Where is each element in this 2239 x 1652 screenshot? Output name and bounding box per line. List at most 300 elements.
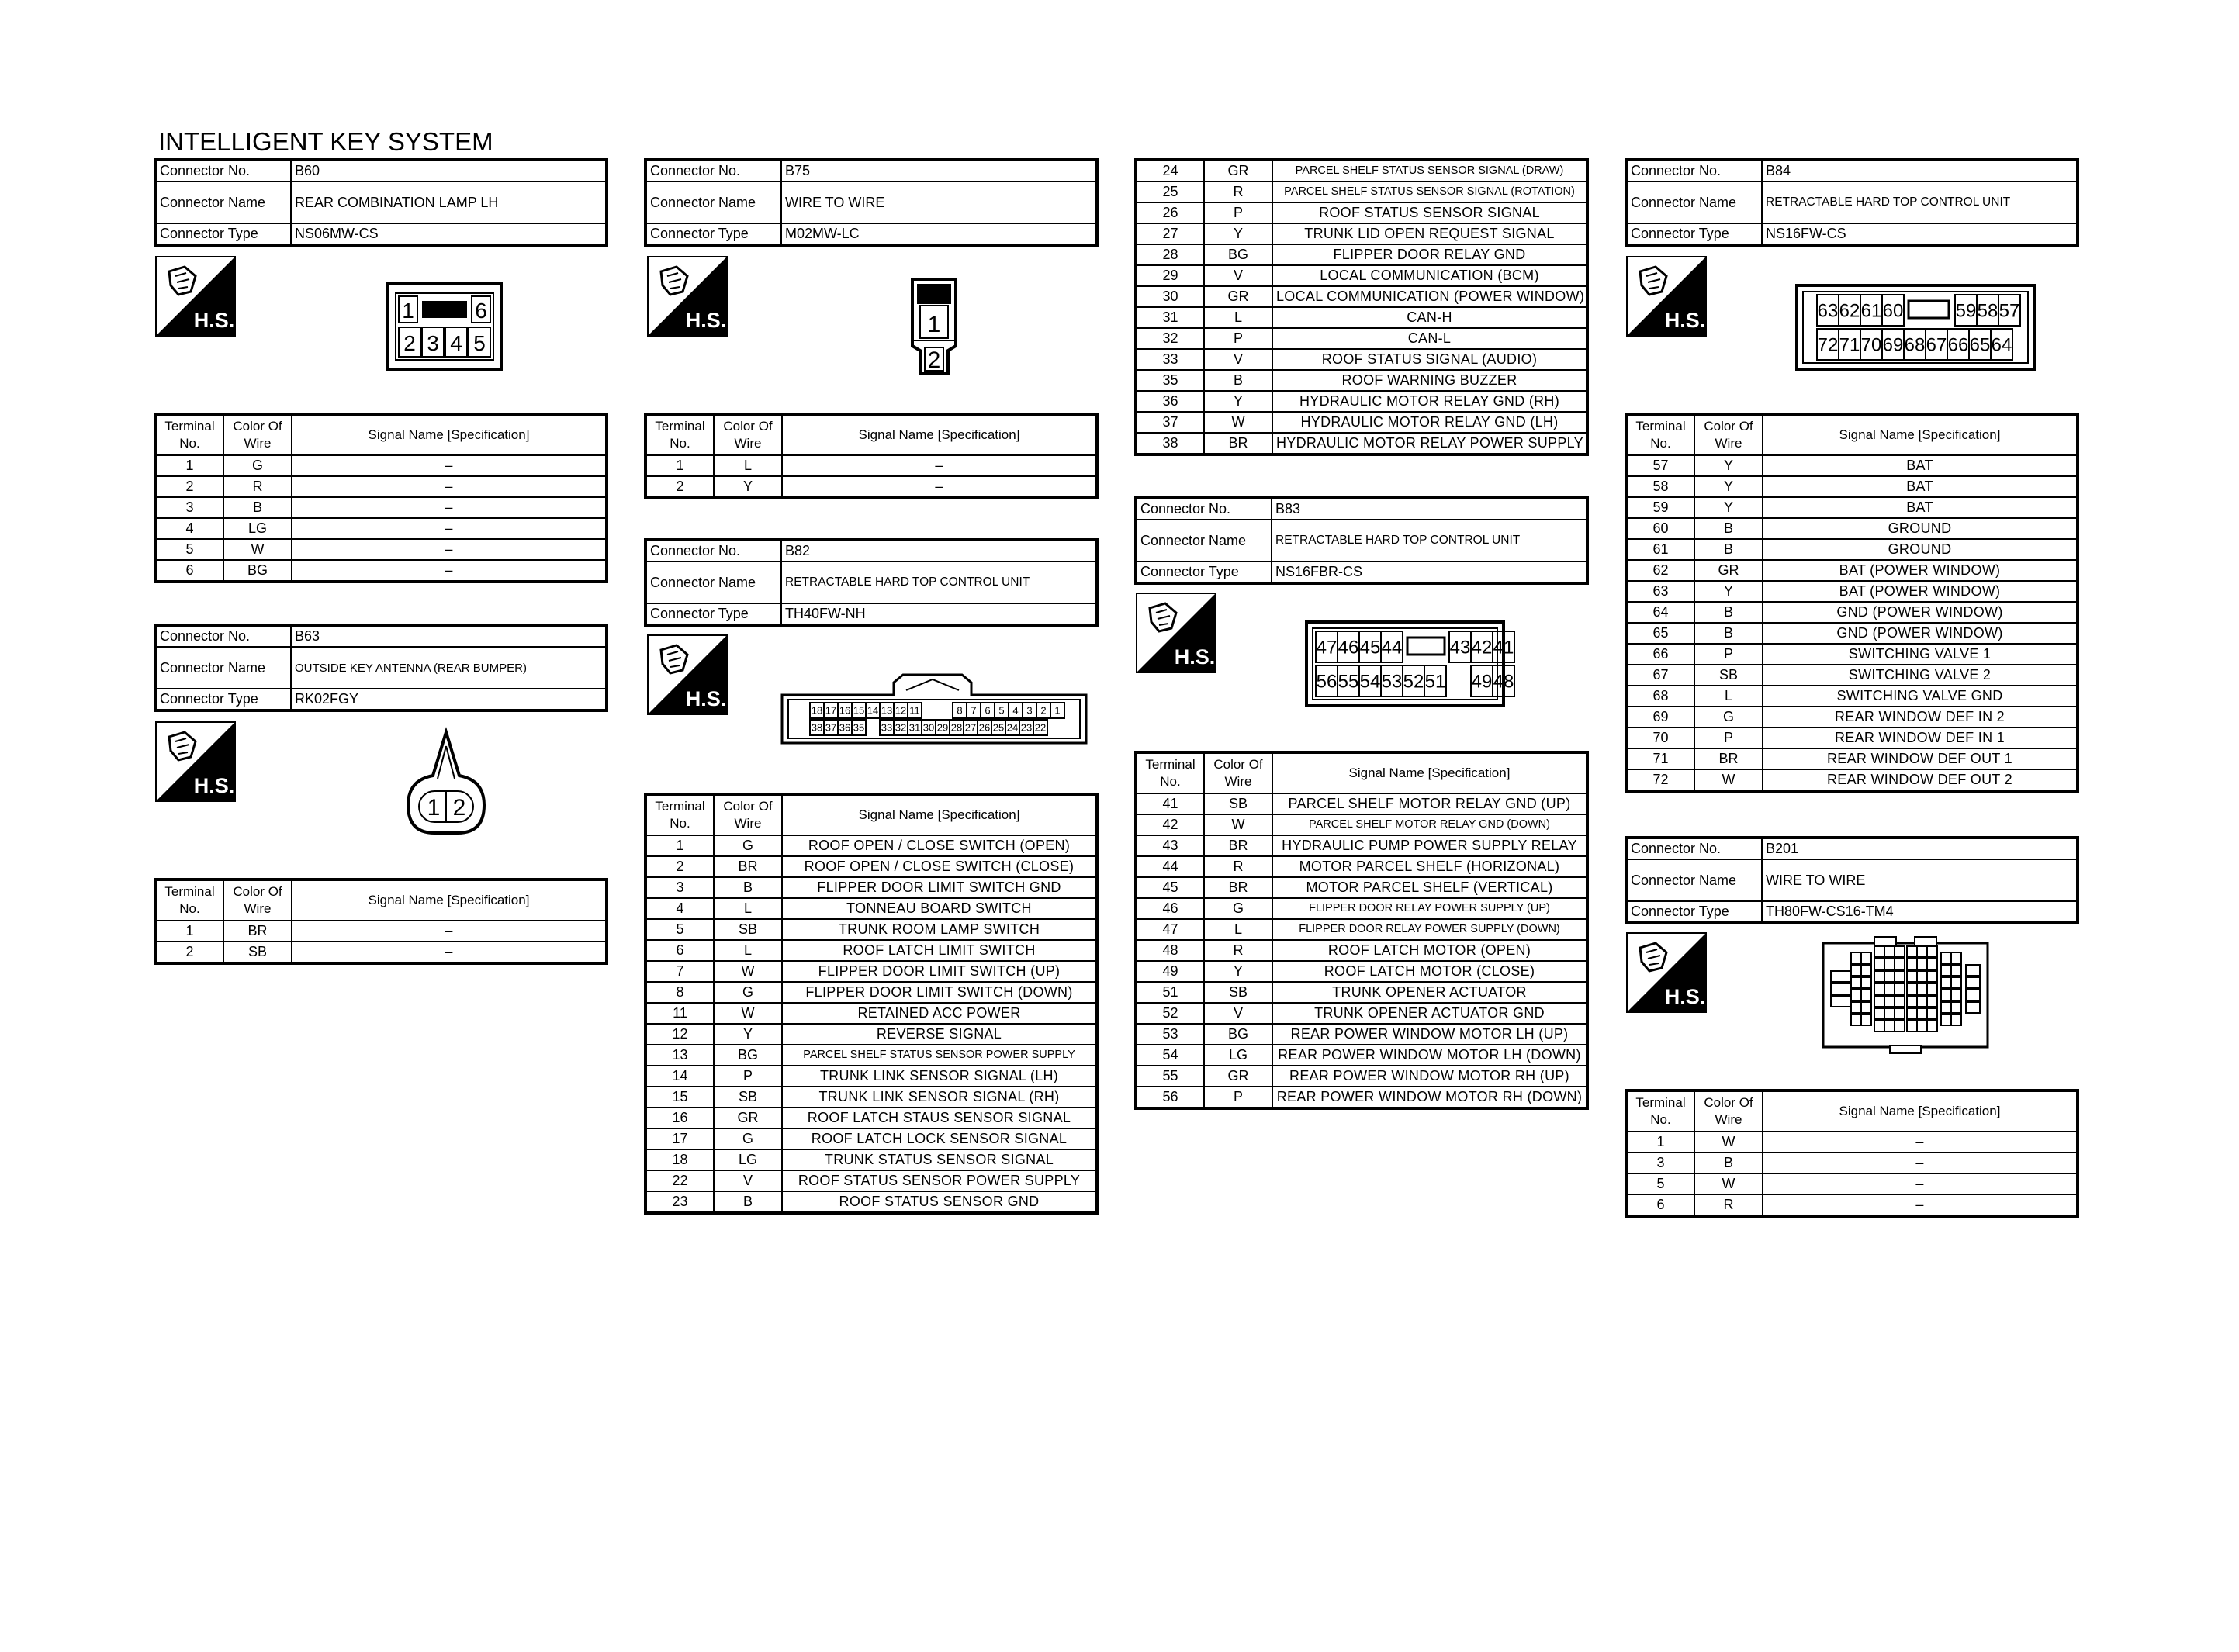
terminal-no-cell: 62 [1626, 560, 1694, 581]
connector-b84 [1625, 158, 2079, 247]
wire-color-cell: P [1204, 1087, 1272, 1108]
terminal-no-cell: 71 [1626, 748, 1694, 769]
connector-type-value: RK02FGY [291, 689, 607, 710]
connector-name-value: RETRACTABLE HARD TOP CONTROL UNIT [1272, 520, 1587, 562]
terminal-no-cell: 44 [1136, 856, 1204, 877]
pin-table-wrap-b82-cont [1134, 158, 1589, 456]
label-connector-name: Connector Name [645, 181, 781, 223]
col-signal: Signal Name [Specification] [292, 414, 607, 455]
col-terminal: Terminal No. [645, 414, 714, 455]
terminal-no-cell: 1 [155, 921, 223, 942]
label-connector-type: Connector Type [1626, 901, 1762, 923]
table-row [1136, 835, 1587, 856]
table-row [645, 835, 1097, 856]
connector-name-value: RETRACTABLE HARD TOP CONTROL UNIT [781, 562, 1097, 603]
pin-table-b75 [644, 413, 1099, 499]
signal-name-cell: TRUNK OPENER ACTUATOR GND [1272, 1003, 1587, 1024]
pin-table-b60 [154, 413, 608, 583]
connector-no-value: B60 [291, 160, 607, 181]
signal-name-cell: REAR POWER WINDOW MOTOR LH (DOWN) [1272, 1045, 1587, 1066]
wire-color-cell: L [1204, 307, 1272, 328]
table-row [1136, 202, 1587, 223]
table-row [1136, 265, 1587, 286]
pin-label: 67 [1926, 334, 1947, 356]
pin-label: 46 [1338, 637, 1359, 658]
wire-color-cell: Y [714, 476, 782, 498]
signal-name-cell: BAT (POWER WINDOW) [1763, 560, 2078, 581]
connector-header-b201 [1625, 836, 2079, 924]
wire-color-cell: W [1204, 814, 1272, 835]
signal-name-cell: SWITCHING VALVE 1 [1763, 644, 2078, 665]
signal-name-cell: – [292, 518, 607, 539]
pin-table-b63 [154, 878, 608, 965]
terminal-no-cell: 27 [1136, 223, 1204, 244]
connector-type-value: NS16FW-CS [1762, 223, 2078, 245]
signal-name-cell: TRUNK LINK SENSOR SIGNAL (RH) [782, 1087, 1097, 1108]
connector-face-b201 [1820, 935, 1991, 1055]
signal-name-cell: GND (POWER WINDOW) [1763, 623, 2078, 644]
terminal-no-cell: 36 [1136, 391, 1204, 412]
table-row [645, 1191, 1097, 1213]
terminal-no-cell: 14 [645, 1066, 714, 1087]
table-row [1136, 181, 1587, 202]
pin-label: 5 [473, 331, 486, 355]
table-row [1136, 940, 1587, 961]
terminal-no-cell: 6 [645, 940, 714, 961]
pin-table-wrap-b201 [1625, 1089, 2079, 1218]
connector-header-b60 [154, 158, 608, 247]
pin-label: 6 [475, 299, 487, 323]
pin-table-wrap-b63 [154, 878, 608, 965]
signal-name-cell: TRUNK OPENER ACTUATOR [1272, 982, 1587, 1003]
connector-harness-side-icon [1626, 932, 1707, 1013]
pin-table-wrap-b60 [154, 413, 608, 583]
wire-color-cell: Y [1694, 497, 1763, 518]
terminal-no-cell: 6 [1626, 1194, 1694, 1216]
signal-name-cell: – [1763, 1153, 2078, 1173]
label-connector-type: Connector Type [155, 689, 291, 710]
pin-label: 72 [1817, 334, 1839, 356]
signal-name-cell: – [782, 476, 1097, 498]
terminal-no-cell: 41 [1136, 793, 1204, 814]
wire-color-cell: V [1204, 1003, 1272, 1024]
wire-color-cell: R [1204, 856, 1272, 877]
wire-color-cell: SB [1204, 793, 1272, 814]
pin-label: 15 [853, 704, 865, 717]
table-row [645, 982, 1097, 1003]
table-row [1626, 497, 2078, 518]
pin-label: 55 [1338, 671, 1359, 693]
pin-label: 66 [1947, 334, 1969, 356]
pin-label: 45 [1359, 637, 1381, 658]
table-row [1136, 1003, 1587, 1024]
table-row [1626, 748, 2078, 769]
pin-label: 26 [978, 721, 991, 734]
label-connector-no: Connector No. [1626, 838, 1762, 859]
terminal-no-cell: 13 [645, 1045, 714, 1066]
wire-color-cell: BR [1204, 877, 1272, 898]
pin-label: 61 [1860, 300, 1882, 322]
connector-b82 [644, 538, 1099, 627]
label-connector-no: Connector No. [155, 160, 291, 181]
terminal-no-cell: 72 [1626, 769, 1694, 791]
pin-label: 1 [402, 299, 414, 323]
col-signal: Signal Name [Specification] [292, 880, 607, 921]
connector-name-value: OUTSIDE KEY ANTENNA (REAR BUMPER) [291, 647, 607, 689]
terminal-no-cell: 22 [645, 1170, 714, 1191]
terminal-no-cell: 2 [155, 476, 223, 497]
signal-name-cell: FLIPPER DOOR RELAY POWER SUPPLY (UP) [1272, 898, 1587, 919]
wire-color-cell: L [714, 940, 782, 961]
col-color: Color Of Wire [714, 794, 782, 835]
terminal-no-cell: 1 [645, 835, 714, 856]
wire-color-cell: P [1694, 728, 1763, 748]
pin-table-wrap-b75 [644, 413, 1099, 499]
table-row [1136, 307, 1587, 328]
terminal-no-cell: 2 [645, 476, 714, 498]
pin-label: 48 [1493, 671, 1514, 693]
signal-name-cell: HYDRAULIC PUMP POWER SUPPLY RELAY [1272, 835, 1587, 856]
table-row [1136, 244, 1587, 265]
pin-label: 3 [427, 331, 439, 355]
pin-label: 1 [427, 795, 441, 821]
connector-b201 [1625, 836, 2079, 924]
signal-name-cell: ROOF STATUS SENSOR SIGNAL [1272, 202, 1587, 223]
pin-label: 68 [1904, 334, 1926, 356]
connector-no-value: B83 [1272, 498, 1587, 520]
wire-color-cell: L [714, 455, 782, 476]
terminal-no-cell: 55 [1136, 1066, 1204, 1087]
terminal-no-cell: 58 [1626, 476, 1694, 497]
wire-color-cell: G [1694, 707, 1763, 728]
pin-label: 18 [811, 704, 823, 717]
terminal-no-cell: 45 [1136, 877, 1204, 898]
col-color: Color Of Wire [1694, 414, 1763, 455]
wire-color-cell: GR [1204, 286, 1272, 307]
pin-label: 36 [839, 721, 851, 734]
pin-label: 31 [908, 721, 921, 734]
terminal-no-cell: 29 [1136, 265, 1204, 286]
connector-header-b63 [154, 624, 608, 712]
terminal-no-cell: 26 [1136, 202, 1204, 223]
terminal-no-cell: 17 [645, 1128, 714, 1149]
col-signal: Signal Name [Specification] [1763, 414, 2078, 455]
terminal-no-cell: 18 [645, 1149, 714, 1170]
wire-color-cell: B [1694, 518, 1763, 539]
signal-name-cell: PARCEL SHELF MOTOR RELAY GND (UP) [1272, 793, 1587, 814]
hs-label: H.S. [685, 309, 727, 332]
table-row [1136, 433, 1587, 454]
wire-color-cell: W [714, 961, 782, 982]
signal-name-cell: CAN-L [1272, 328, 1587, 349]
table-row [1136, 412, 1587, 433]
wire-color-cell: BG [714, 1045, 782, 1066]
connector-header-b82 [644, 538, 1099, 627]
pin-label: 41 [1493, 637, 1514, 658]
terminal-no-cell: 1 [645, 455, 714, 476]
terminal-no-cell: 16 [645, 1108, 714, 1128]
wire-color-cell: BG [1204, 1024, 1272, 1045]
signal-name-cell: ROOF OPEN / CLOSE SWITCH (CLOSE) [782, 856, 1097, 877]
wire-color-cell: Y [1694, 581, 1763, 602]
wire-color-cell: R [223, 476, 292, 497]
connector-harness-side-icon [155, 721, 236, 802]
terminal-no-cell: 67 [1626, 665, 1694, 686]
wire-color-cell: SB [714, 919, 782, 940]
table-row [645, 1087, 1097, 1108]
pin-label: 64 [1991, 334, 2012, 356]
pin-label: 59 [1955, 300, 1977, 322]
table-row [1136, 1045, 1587, 1066]
signal-name-cell: LOCAL COMMUNICATION (POWER WINDOW) [1272, 286, 1587, 307]
signal-name-cell: MOTOR PARCEL SHELF (HORIZONAL) [1272, 856, 1587, 877]
connector-name-value: REAR COMBINATION LAMP LH [291, 181, 607, 223]
table-row [1136, 349, 1587, 370]
connector-b60 [154, 158, 608, 247]
pin-label: 33 [881, 721, 893, 734]
table-row [155, 497, 607, 518]
signal-name-cell: SWITCHING VALVE GND [1763, 686, 2078, 707]
table-row [1626, 644, 2078, 665]
terminal-no-cell: 5 [155, 539, 223, 560]
signal-name-cell: FLIPPER DOOR LIMIT SWITCH (DOWN) [782, 982, 1097, 1003]
connector-name-value: RETRACTABLE HARD TOP CONTROL UNIT [1762, 181, 2078, 223]
signal-name-cell: ROOF STATUS SIGNAL (AUDIO) [1272, 349, 1587, 370]
wire-color-cell: L [1694, 686, 1763, 707]
col-color: Color Of Wire [1694, 1090, 1763, 1132]
terminal-no-cell: 4 [155, 518, 223, 539]
pin-label: 1 [927, 312, 941, 337]
terminal-no-cell: 8 [645, 982, 714, 1003]
pin-label: 58 [1977, 300, 1998, 322]
pin-label: 37 [825, 721, 837, 734]
signal-name-cell: REAR WINDOW DEF OUT 1 [1763, 748, 2078, 769]
terminal-no-cell: 7 [645, 961, 714, 982]
col-signal: Signal Name [Specification] [1763, 1090, 2078, 1132]
terminal-no-cell: 1 [1626, 1132, 1694, 1153]
signal-name-cell: SWITCHING VALVE 2 [1763, 665, 2078, 686]
signal-name-cell: TONNEAU BOARD SWITCH [782, 898, 1097, 919]
terminal-no-cell: 49 [1136, 961, 1204, 982]
pin-label: 65 [1969, 334, 1991, 356]
pin-label: 30 [922, 721, 935, 734]
label-connector-type: Connector Type [155, 223, 291, 245]
table-row [1626, 455, 2078, 476]
wire-color-cell: GR [1204, 1066, 1272, 1087]
wire-color-cell: W [1694, 769, 1763, 791]
pin-table-b82 [644, 793, 1099, 1215]
label-connector-type: Connector Type [645, 223, 781, 245]
signal-name-cell: – [1763, 1173, 2078, 1194]
wire-color-cell: Y [1204, 391, 1272, 412]
table-row [645, 898, 1097, 919]
wire-color-cell: BR [1204, 433, 1272, 454]
connector-b83 [1134, 496, 1589, 585]
signal-name-cell: REAR WINDOW DEF IN 2 [1763, 707, 2078, 728]
pin-label: 63 [1817, 300, 1839, 322]
table-row [1136, 877, 1587, 898]
wire-color-cell: BR [223, 921, 292, 942]
table-row [1626, 686, 2078, 707]
table-row [155, 560, 607, 582]
pin-label: 28 [950, 721, 963, 734]
wire-color-cell: P [714, 1066, 782, 1087]
wire-color-cell: Y [1694, 476, 1763, 497]
wire-color-cell: G [714, 835, 782, 856]
col-signal: Signal Name [Specification] [1272, 752, 1587, 793]
wire-color-cell: L [714, 898, 782, 919]
connector-header-b75 [644, 158, 1099, 247]
col-color: Color Of Wire [1204, 752, 1272, 793]
pin-label: 16 [839, 704, 851, 717]
signal-name-cell: FLIPPER DOOR RELAY GND [1272, 244, 1587, 265]
pin-label: 42 [1471, 637, 1493, 658]
terminal-no-cell: 38 [1136, 433, 1204, 454]
table-row [155, 942, 607, 963]
table-row [1626, 1153, 2078, 1173]
connector-harness-side-icon [647, 634, 728, 715]
pin-label: 6 [985, 704, 991, 717]
wire-color-cell: Y [714, 1024, 782, 1045]
wire-color-cell: B [1694, 1153, 1763, 1173]
wire-color-cell: SB [1694, 665, 1763, 686]
signal-name-cell: ROOF LATCH MOTOR (OPEN) [1272, 940, 1587, 961]
table-row [645, 1149, 1097, 1170]
pin-label: 8 [957, 704, 963, 717]
pin-label: 71 [1839, 334, 1860, 356]
col-terminal: Terminal No. [1136, 752, 1204, 793]
signal-name-cell: HYDRAULIC MOTOR RELAY GND (LH) [1272, 412, 1587, 433]
table-row [1136, 982, 1587, 1003]
pin-label: 22 [1034, 721, 1047, 734]
table-row [645, 1170, 1097, 1191]
table-row [1136, 1024, 1587, 1045]
table-row [1626, 581, 2078, 602]
connector-no-value: B201 [1762, 838, 2078, 859]
label-connector-no: Connector No. [645, 160, 781, 181]
connector-face-b75 [909, 276, 959, 377]
table-row [1136, 160, 1587, 181]
signal-name-cell: TRUNK LINK SENSOR SIGNAL (LH) [782, 1066, 1097, 1087]
pin-table-b201 [1625, 1089, 2079, 1218]
signal-name-cell: GND (POWER WINDOW) [1763, 602, 2078, 623]
terminal-no-cell: 51 [1136, 982, 1204, 1003]
terminal-no-cell: 43 [1136, 835, 1204, 856]
connector-header-b84 [1625, 158, 2079, 247]
pin-label: 1 [1054, 704, 1061, 717]
table-row [1136, 814, 1587, 835]
table-row [645, 919, 1097, 940]
wire-color-cell: B [1694, 623, 1763, 644]
signal-name-cell: – [292, 497, 607, 518]
wire-color-cell: V [1204, 349, 1272, 370]
connector-b63 [154, 624, 608, 712]
table-row [645, 1108, 1097, 1128]
signal-name-cell: TRUNK LID OPEN REQUEST SIGNAL [1272, 223, 1587, 244]
signal-name-cell: TRUNK ROOM LAMP SWITCH [782, 919, 1097, 940]
signal-name-cell: CAN-H [1272, 307, 1587, 328]
connector-type-value: NS16FBR-CS [1272, 562, 1587, 583]
table-row [1136, 328, 1587, 349]
terminal-no-cell: 5 [1626, 1173, 1694, 1194]
wire-color-cell: BG [1204, 244, 1272, 265]
wire-color-cell: BR [1694, 748, 1763, 769]
pin-label: 32 [895, 721, 907, 734]
terminal-no-cell: 12 [645, 1024, 714, 1045]
signal-name-cell: – [292, 455, 607, 476]
wire-color-cell: G [223, 455, 292, 476]
table-row [1136, 223, 1587, 244]
connector-b75 [644, 158, 1099, 247]
signal-name-cell: BAT (POWER WINDOW) [1763, 581, 2078, 602]
pin-label: 4 [450, 331, 462, 355]
table-row [645, 476, 1097, 498]
table-row [1626, 1194, 2078, 1216]
col-terminal: Terminal No. [1626, 414, 1694, 455]
hs-label: H.S. [193, 774, 235, 797]
label-connector-type: Connector Type [645, 603, 781, 625]
signal-name-cell: RETAINED ACC POWER [782, 1003, 1097, 1024]
wire-color-cell: BR [1204, 835, 1272, 856]
wire-color-cell: W [1694, 1173, 1763, 1194]
connector-harness-side-icon [155, 256, 236, 337]
signal-name-cell: ROOF STATUS SENSOR POWER SUPPLY [782, 1170, 1097, 1191]
pin-label: 24 [1006, 721, 1019, 734]
table-row [1626, 539, 2078, 560]
signal-name-cell: PARCEL SHELF STATUS SENSOR POWER SUPPLY [782, 1045, 1097, 1066]
label-connector-no: Connector No. [1626, 160, 1762, 181]
wire-color-cell: G [714, 1128, 782, 1149]
terminal-no-cell: 65 [1626, 623, 1694, 644]
col-color: Color Of Wire [714, 414, 782, 455]
signal-name-cell: ROOF LATCH LIMIT SWITCH [782, 940, 1097, 961]
pin-label: 52 [1403, 671, 1424, 693]
wire-color-cell: B [1694, 602, 1763, 623]
terminal-no-cell: 5 [645, 919, 714, 940]
table-row [1626, 728, 2078, 748]
wire-color-cell: R [1204, 940, 1272, 961]
terminal-no-cell: 30 [1136, 286, 1204, 307]
signal-name-cell: PARCEL SHELF STATUS SENSOR SIGNAL (ROTATION) [1272, 181, 1587, 202]
table-row [645, 1128, 1097, 1149]
wire-color-cell: Y [1204, 223, 1272, 244]
terminal-no-cell: 48 [1136, 940, 1204, 961]
signal-name-cell: TRUNK STATUS SENSOR SIGNAL [782, 1149, 1097, 1170]
table-row [1626, 623, 2078, 644]
table-row [1626, 769, 2078, 791]
signal-name-cell: HYDRAULIC MOTOR RELAY GND (RH) [1272, 391, 1587, 412]
signal-name-cell: ROOF STATUS SENSOR GND [782, 1191, 1097, 1213]
connector-face-b83 [1305, 620, 1514, 707]
pin-label: 5 [998, 704, 1005, 717]
wire-color-cell: W [1694, 1132, 1763, 1153]
signal-name-cell: – [782, 455, 1097, 476]
wire-color-cell: B [1204, 370, 1272, 391]
pin-table-wrap-b83 [1134, 751, 1589, 1110]
table-row [155, 476, 607, 497]
wire-color-cell: Y [1694, 455, 1763, 476]
terminal-no-cell: 33 [1136, 349, 1204, 370]
pin-table-b83 [1134, 751, 1589, 1110]
terminal-no-cell: 3 [1626, 1153, 1694, 1173]
label-connector-no: Connector No. [1136, 498, 1272, 520]
pin-table-b84 [1625, 413, 2079, 793]
terminal-no-cell: 53 [1136, 1024, 1204, 1045]
terminal-no-cell: 54 [1136, 1045, 1204, 1066]
table-row [1136, 919, 1587, 940]
wire-color-cell: B [714, 877, 782, 898]
pin-label: 53 [1381, 671, 1403, 693]
